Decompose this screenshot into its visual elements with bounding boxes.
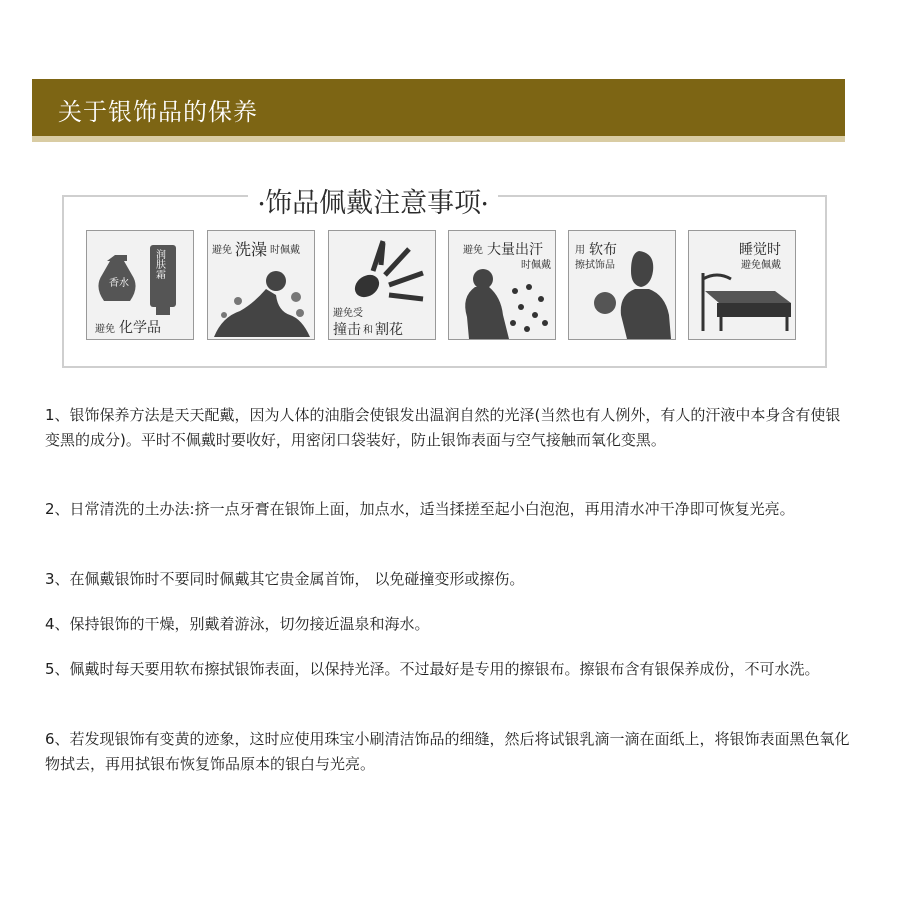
card-label: 大量出汗 <box>487 242 543 258</box>
card-label: 睡觉时 <box>739 242 781 258</box>
card-soft-cloth <box>568 230 676 340</box>
card-label: 时佩戴 <box>521 260 551 271</box>
title-right-dot-icon: • <box>481 197 489 212</box>
card-label: 香水 <box>109 278 129 289</box>
paragraph-5: 5、佩戴时每天要用软布擦拭银饰表面，以保持光泽。不过最好是专用的擦银布。擦银布含有银保养成份，不可水洗。 <box>45 660 820 678</box>
paragraph-2: 2、日常清洗的土办法:挤一点牙膏在银饰上面，加点水，适当揉搓至起小白泡泡，再用清水冲干净即可恢复光亮。 <box>45 500 795 518</box>
title-left-dot-icon: • <box>258 197 266 212</box>
header-banner <box>32 79 845 142</box>
card-label: 割花 <box>375 322 403 338</box>
card-avoid-chemicals <box>86 230 194 340</box>
card-label: 避免 <box>95 324 115 335</box>
card-avoid-sweating <box>448 230 556 340</box>
notice-title <box>248 181 498 220</box>
card-label: 避免佩戴 <box>741 260 781 271</box>
paragraph-3: 3、在佩戴银饰时不要同时佩戴其它贵金属首饰， 以免碰撞变形或擦伤。 <box>45 570 525 588</box>
page-title: 关于银饰品的保养 <box>58 98 258 126</box>
card-label: 和 <box>363 325 373 336</box>
card-avoid-bathing <box>207 230 315 340</box>
card-label: 时佩戴 <box>270 245 300 256</box>
card-label: 避免受 <box>333 308 363 319</box>
card-avoid-sleeping <box>688 230 796 340</box>
card-label: 避免 <box>212 245 232 256</box>
card-label: 用 <box>575 245 585 256</box>
card-label: 擦拭饰品 <box>575 260 615 271</box>
paragraph-4: 4、保持银饰的干燥，别戴着游泳，切勿接近温泉和海水。 <box>45 615 430 633</box>
card-label: 化学品 <box>119 320 161 336</box>
card-label: 洗澡 <box>235 240 268 259</box>
card-label: 撞击 <box>333 322 361 338</box>
card-label: 润肤霜 <box>156 250 166 281</box>
card-label: 避免 <box>463 245 483 256</box>
notice-title-text: 饰品佩戴注意事项 <box>265 188 482 219</box>
paragraph-6: 6、若发现银饰有变黄的迹象，这时应使用珠宝小刷清洁饰品的细缝，然后将试银乳滴一滴在面纸上，将银饰表面黑色氧化物拭去，再用拭银布恢复饰品原本的银白与光亮。 <box>45 730 850 773</box>
card-label: 软布 <box>589 242 617 258</box>
card-avoid-impact <box>328 230 436 340</box>
paragraph-1: 1、银饰保养方法是天天配戴，因为人体的油脂会使银发出温润自然的光泽(当然也有人例外，有人的汗液中本身含有使银变黑的成分)。平时不佩戴时要收好，用密闭口袋装好，防止银饰表面与空气接触而氧化变黑。 <box>45 406 841 449</box>
